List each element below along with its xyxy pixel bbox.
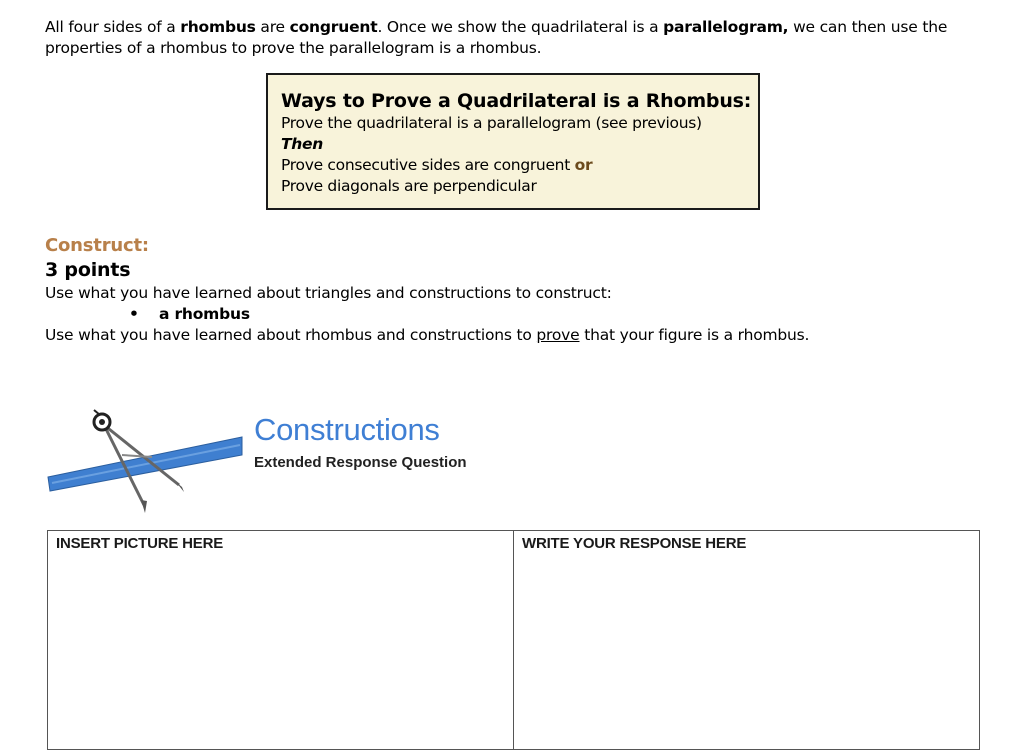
intro-text: we can then use the properties of a rhombus to prove the parallelogram is a rhombus. (45, 18, 948, 57)
prove-underlined: prove (536, 326, 580, 344)
ways-box-line-parallelogram: Prove the quadrilateral is a parallelogram (see previous) (281, 114, 702, 132)
construct-section (45, 234, 995, 346)
construct-instruction: Use what you have learned about triangles and constructions to construct: (45, 284, 612, 302)
points-label: 3 points (45, 259, 131, 281)
prove-text: Use what you have learned about rhombus and constructions to (45, 326, 537, 344)
bullet-dot-icon: • (129, 305, 139, 323)
response-table (47, 530, 980, 750)
intro-paragraph (45, 17, 995, 59)
ways-box-title: Ways to Prove a Quadrilateral is a Rhombus: (281, 90, 752, 112)
constructions-subtitle: Extended Response Question (254, 454, 467, 471)
prove-text-end: that your figure is a rhombus. (579, 326, 810, 344)
picture-cell[interactable] (48, 531, 513, 749)
construct-heading: Construct: (45, 235, 149, 256)
intro-bold-parallelogram: parallelogram, (663, 18, 789, 36)
intro-text: are (255, 18, 290, 36)
ways-box-line-sides (281, 155, 758, 176)
picture-cell-label: INSERT PICTURE HERE (56, 535, 224, 552)
ways-box-line-diagonals: Prove diagonals are perpendicular (281, 177, 537, 195)
ways-to-prove-box (266, 73, 760, 210)
intro-text: . Once we show the quadrilateral is a (377, 18, 664, 36)
constructions-title: Constructions (254, 412, 440, 447)
intro-text: All four sides of a (45, 18, 181, 36)
prove-instruction (45, 325, 995, 346)
ways-box-sides-text: Prove consecutive sides are congruent (281, 156, 575, 174)
ways-box-then: Then (281, 135, 323, 153)
bullet-text: a rhombus (159, 305, 250, 323)
bullet-item (45, 304, 995, 325)
ways-box-or: or (574, 156, 593, 174)
response-cell[interactable] (513, 531, 979, 749)
compass-ruler-icon (44, 405, 244, 515)
intro-bold-rhombus: rhombus (180, 18, 256, 36)
response-cell-label: WRITE YOUR RESPONSE HERE (522, 535, 747, 552)
intro-bold-congruent: congruent (289, 18, 378, 36)
